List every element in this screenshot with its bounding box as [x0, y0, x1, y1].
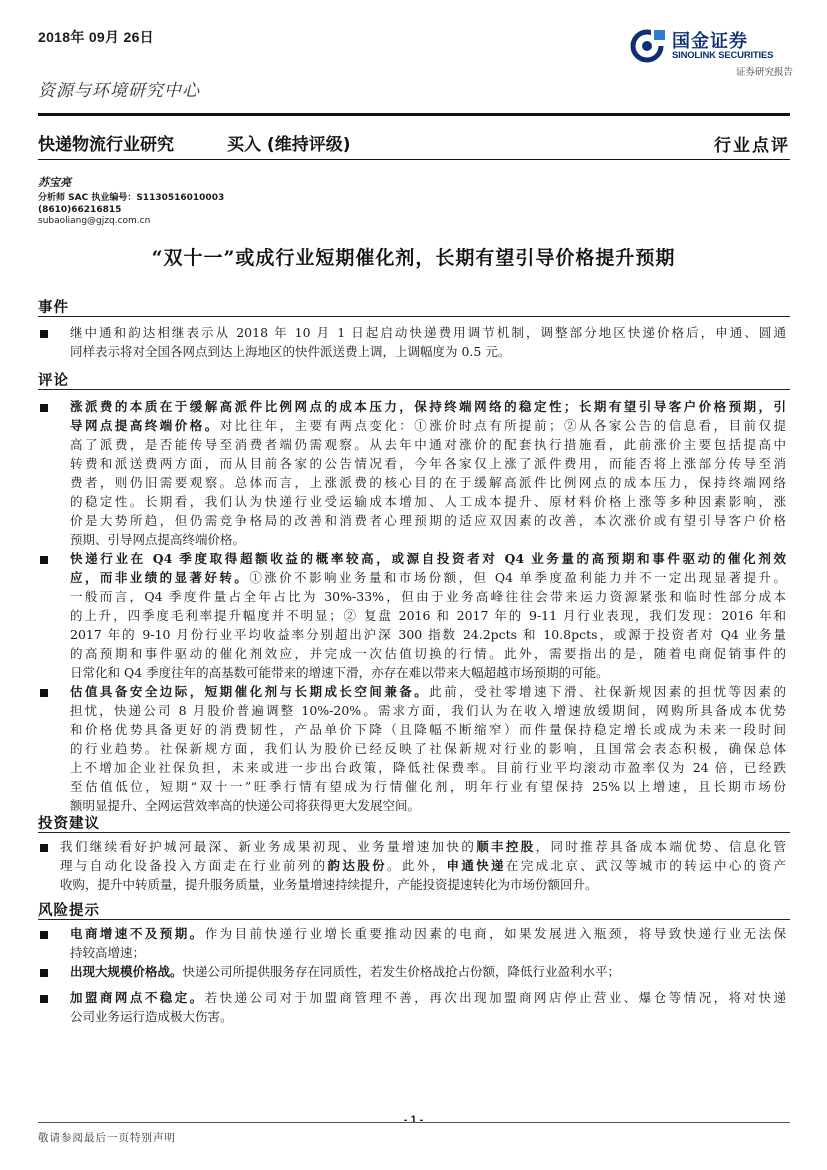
section-risks-rule [38, 919, 790, 920]
risk-title: 电商增速不及预期。 [70, 926, 205, 941]
comment-p2-line: 2017 年的 9-10 月份行业平均收益率分别超出沪深 300 指数 24.2pcts 和 10.8pcts，或源于投资者对 Q4 业务量 [70, 627, 786, 642]
section-event-rule [38, 316, 790, 317]
bullet-icon [40, 404, 48, 412]
comment-p1-line: 预期、引导网点提高终端价格。 [70, 532, 246, 547]
bullet-icon [40, 689, 48, 697]
analyst-name: 苏宝亮 [38, 176, 71, 189]
comment-p3-bold: 估值具备安全边际，短期催化剂与长期成长空间兼备。 [70, 684, 430, 699]
comment-p1-line: 价是大势所趋，但仍需竞争格局的改善和消费者心理预期的适应双因素的改善，本次涨价或有望引导客户价格 [70, 513, 786, 528]
advice-text: ，同时推荐具备成本端优势、信息化管 [535, 839, 786, 854]
advice-text: 我们继续看好护城河最深、新业务成果初现、业务量增速加快的 [60, 839, 477, 854]
comment-paragraph-1 [70, 397, 786, 549]
risk-title: 出现大规模价格战。 [70, 964, 183, 979]
section-advice-title: 投资建议 [38, 815, 100, 832]
comment-p1-bold-line: 涨派费的本质在于缓解高派件比例网点的成本压力，保持终端网络的稳定性；长期有望引导客户价格预期，引 [70, 399, 786, 414]
risk-item-3 [70, 988, 786, 1026]
comment-p2-line: 日常化和 Q4 季度往年的高基数可能带来的增速下滑，亦存在难以带来大幅超越市场预期的可能。 [70, 665, 609, 680]
logo [630, 24, 795, 80]
industry-title: 快递物流行业研究 [38, 135, 174, 155]
bullet-icon [40, 969, 48, 977]
report-date: 2018年 09月 26日 [38, 29, 154, 45]
comment-p1-line: 的稳定性。长期看，我们认为快递行业受运输成本增加、人工成本提升、原材料价格上涨等多种因素影响，涨 [70, 494, 786, 509]
logo-en-text: SINOLINK SECURITIES [672, 50, 774, 61]
comment-p3-text: 此前，受社零增速下滑、社保新规因素的担忧等因素的 [429, 684, 786, 699]
event-line: 继中通和韵达相继表示从 2018 年 10 月 1 日起启动快递费用调节机制，调整部分地区快递价格后，申通、圆通 [70, 325, 786, 340]
header-divider [38, 113, 790, 116]
comment-p2-bold-tail: 应，而非业绩的显著好转。 [70, 570, 250, 585]
stock-sf: 顺丰控股 [476, 839, 536, 854]
sinolink-logo-icon [630, 26, 668, 66]
advice-text: 。此外， [387, 858, 447, 873]
headline: “双十一”或成行业短期催化剂，长期有望引导价格提升预期 [151, 247, 676, 269]
comment-p1-line: 费者，则仍旧需要观察。总体而言，上涨派费的核心目的在于缓解高派件比例网点的成本压力，保持终端网络 [70, 475, 786, 490]
risk-title: 加盟商网点不稳定。 [70, 990, 205, 1005]
comment-p2-text: ①涨价不影响业务量和市场份额，但 Q4 单季度盈利能力并不一定出现显著提升。 [249, 570, 786, 585]
comment-p2-line: 一般而言，Q4 季度件量占全年占比为 30%-33%，但由于业务高峰往往会带来运力资源紧张和临时性部分成本 [70, 589, 786, 604]
comment-p1-bold-tail: 导网点提高终端价格。 [70, 418, 220, 433]
stock-yunda: 韵达股份 [327, 858, 387, 873]
section-comment-rule [38, 389, 790, 390]
comment-p3-line: 的行业趋势。社保新规方面，我们认为股价已经反映了社保新规对行业的影响，且国常会表态积极，确保总体 [70, 741, 786, 756]
risk-item-1 [70, 924, 786, 962]
comment-p3-line: 上不增加企业社保负担，未来或进一步出台政策，降低社保费率。目前行业平均滚动市盈率仅为 24 倍，已经跌 [70, 760, 786, 775]
analyst-info [38, 174, 224, 228]
analyst-email[interactable]: subaoliang@gjzq.com.cn [38, 216, 151, 226]
risk-text: 作为目前快递行业增长重要推动因素的电商，如果发展进入瓶颈，将导致快递行业无法保 [204, 926, 786, 941]
risk-text: 快递公司所提供服务存在同质性，若发生价格战抢占份额，降低行业盈利水平； [182, 964, 621, 979]
footer-note: 敬请参阅最后一页特别声明 [38, 1132, 176, 1144]
analyst-phone: (8610)66216815 [38, 204, 122, 215]
bullet-icon [40, 931, 48, 939]
event-paragraph [70, 323, 786, 361]
comment-p1-text: 对比往年，主要有两点变化：①涨价时点有所提前；②从各家公告的信息看，目前仅提 [219, 418, 786, 433]
advice-line: 收购，提升中转质量，提升服务质量，业务量增速持续提升，产能投资提速转化为市场份额回升。 [60, 877, 598, 892]
title-divider [38, 159, 790, 160]
page-number: - 1 - [403, 1114, 424, 1126]
section-event-title: 事件 [38, 299, 69, 316]
bullet-icon [40, 995, 48, 1003]
comment-p3-line: 额明显提升、全网运营效率高的快递公司将获得更大发展空间。 [70, 798, 421, 813]
risk-text: 若快递公司对于加盟商管理不善，再次出现加盟商网店停止营业、爆仓等情况，将对快递 [204, 990, 786, 1005]
bullet-icon [40, 844, 48, 852]
comment-paragraph-3 [70, 682, 786, 815]
bullet-icon [40, 556, 48, 564]
footer-divider [38, 1122, 790, 1123]
comment-p3-line: 和价格优势具备更好的消费韧性，产品单价下降（且降幅不断缩窄）而件量保持稳定增长或成为未来一段时间 [70, 722, 786, 737]
advice-paragraph [60, 837, 786, 894]
bullet-icon [40, 330, 48, 338]
risk-item-2 [70, 962, 786, 981]
comment-p3-line: 至估值低位，短期“双十一”旺季行情有望成为行情催化剂，明年行业有望保持 25%以上增速，且长期市场份 [70, 779, 786, 794]
comment-paragraph-2 [70, 549, 786, 682]
comment-p2-line: 的高预期和事件驱动的催化剂效应，并完成一次估值切换的行情。此外，需要指出的是，随着电商促销事件的 [70, 646, 786, 661]
logo-cn-text: 国金证券 [672, 31, 748, 52]
analyst-cert [38, 193, 224, 205]
cert-number: S1130516010003 [136, 193, 225, 203]
event-line: 同样表示将对全国各网点到达上海地区的快件派送费上调，上调幅度为 0.5 元。 [70, 344, 511, 359]
section-comment-title: 评论 [38, 372, 69, 389]
research-center: 资源与环境研究中心 [38, 81, 200, 101]
comment-p2-line: 的上升，四季度毛利率提升幅度并不明显；② 复盘 2016 和 2017 年的 9-11 月行业表现，我们发现：2016 年和 [70, 608, 786, 623]
section-advice-rule [38, 832, 790, 833]
cert-label: 分析师 SAC 执业编号： [38, 193, 137, 203]
risk-text: 公司业务运行造成极大伤害。 [70, 1009, 233, 1024]
logo-subtitle: 证券研究报告 [736, 67, 794, 78]
comment-p3-line: 担忧，快递公司 8 月股价普遍调整 10%-20%。需求方面，我们认为在收入增速放缓期间，网购所具备成本优势 [70, 703, 786, 718]
report-type: 行业点评 [714, 136, 790, 156]
stock-sto: 申通快递 [446, 858, 506, 873]
advice-text: 理与自动化设备投入方面走在行业前列的 [60, 858, 328, 873]
comment-p1-line: 高了派费，是否能传导至消费者端仍需观察。从去年中通对涨价的配套执行措施看，此前涨价主要包括提高中 [70, 437, 786, 452]
rating: 买入 (维持评级) [227, 135, 351, 155]
comment-p2-bold-line: 快递行业在 Q4 季度取得超额收益的概率较高，或源自投资者对 Q4 业务量的高预期和事件驱动的催化剂效 [70, 551, 786, 566]
advice-text: 在完成北京、武汉等城市的转运中心的资产 [505, 858, 786, 873]
risk-text: 持较高增速； [70, 945, 146, 960]
comment-p1-line: 转费和派送费两方面，而从目前各家的公告情况看，今年各家仅上涨了派件费用，而能否将上涨部分传导至消 [70, 456, 786, 471]
section-risks-title: 风险提示 [38, 902, 100, 919]
